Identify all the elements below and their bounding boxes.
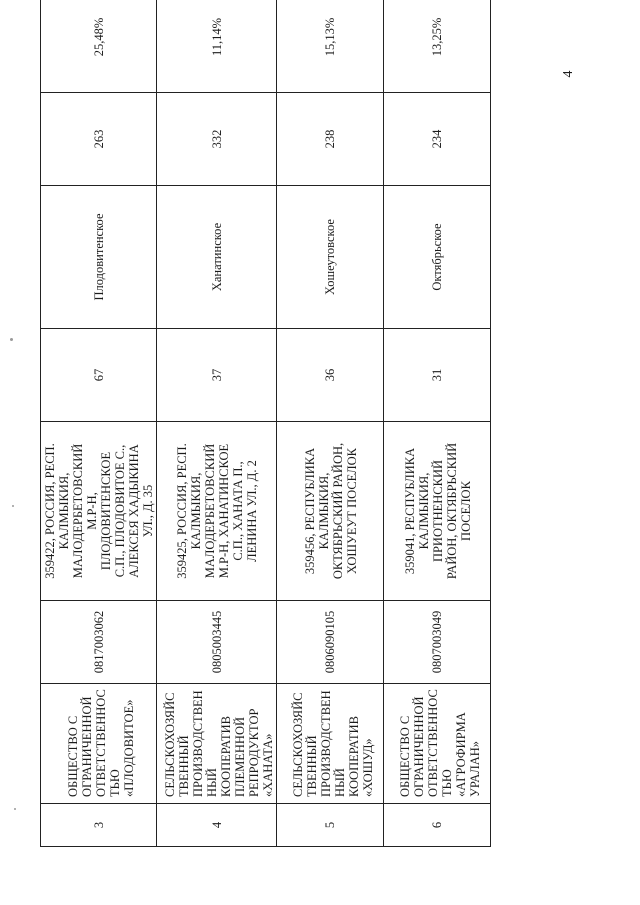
page-number: 4 xyxy=(561,70,576,78)
inn-cell: 0817003062 xyxy=(41,601,157,684)
municipality-cell: Октябрьское xyxy=(384,186,491,329)
organization-name: ОБЩЕСТВО С ОГРАНИЧЕННОЙ ОТВЕТСТВЕННОС ТЬЮ «АГРОФИРМА УРАЛАН» xyxy=(384,684,491,804)
scan-dot xyxy=(10,338,13,341)
table-row xyxy=(41,0,157,847)
scan-dot xyxy=(14,808,16,810)
percent-cell: 11,14% xyxy=(157,0,277,93)
address-cell: 359425, РОССИЯ, РЕСП. КАЛМЫКИЯ, МАЛОДЕРБЕТОВСКИЙ М.Р-Н, ХАНАТИНСКОЕ С.П., ХАНАТА П., ЛЕНИНА УЛ., Д. 2 xyxy=(157,422,277,601)
table-row xyxy=(384,0,491,847)
number-cell: 234 xyxy=(384,93,491,186)
municipality-cell: Плодовитенское xyxy=(41,186,157,329)
row-number: 5 xyxy=(277,804,384,847)
organization-name: ОБЩЕСТВО С ОГРАНИЧЕННОЙ ОТВЕТСТВЕННОС ТЬЮ «ПЛОДОВИТОЕ» xyxy=(41,684,157,804)
table-row xyxy=(277,0,384,847)
scan-dot xyxy=(12,505,14,507)
inn-cell: 0807003049 xyxy=(384,601,491,684)
inn-cell: 0806090105 xyxy=(277,601,384,684)
address-cell: 359456, РЕСПУБЛИКА КАЛМЫКИЯ, ОКТЯБРЬСКИЙ РАЙОН, ХОШУЕУТ ПОСЕЛОК xyxy=(277,422,384,601)
address-cell: 359041, РЕСПУБЛИКА КАЛМЫКИЯ, ПРИОТНЕНСКИЙ РАЙОН, ОКТЯБРЬСКИЙ ПОСЕЛОК xyxy=(384,422,491,601)
enterprise-table xyxy=(40,0,491,847)
number-cell: 238 xyxy=(277,93,384,186)
organization-name: СЕЛЬСКОХОЗЯЙС ТВЕННЫЙ ПРОИЗВОДСТВЕН НЫЙ КООПЕРАТИВ ПЛЕМЕННОЙ РЕПРОДУКТОР «ХАНАТА» xyxy=(157,684,277,804)
count-cell: 31 xyxy=(384,329,491,422)
percent-cell: 15,13% xyxy=(277,0,384,93)
count-cell: 67 xyxy=(41,329,157,422)
row-number: 4 xyxy=(157,804,277,847)
municipality-cell: Хошеутовское xyxy=(277,186,384,329)
address-cell: 359422, РОССИЯ, РЕСП. КАЛМЫКИЯ, МАЛОДЕРБЕТОВСКИЙ М.Р-Н, ПЛОДОВИТЕНСКОЕ С.П., ПЛОДОВИТОЕ С., АЛЕКСЕЯ ХАДЫКИНА УЛ., Д. 35 xyxy=(41,422,157,601)
number-cell: 263 xyxy=(41,93,157,186)
municipality-cell: Ханатинское xyxy=(157,186,277,329)
table-container xyxy=(40,17,482,847)
percent-cell: 25,48% xyxy=(41,0,157,93)
count-cell: 37 xyxy=(157,329,277,422)
row-number: 6 xyxy=(384,804,491,847)
organization-name: СЕЛЬСКОХОЗЯЙС ТВЕННЫЙ ПРОИЗВОДСТВЕН НЫЙ КООПЕРАТИВ «ХОШУД» xyxy=(277,684,384,804)
row-number: 3 xyxy=(41,804,157,847)
count-cell: 36 xyxy=(277,329,384,422)
inn-cell: 0805003445 xyxy=(157,601,277,684)
percent-cell: 13,25% xyxy=(384,0,491,93)
table-row xyxy=(157,0,277,847)
number-cell: 332 xyxy=(157,93,277,186)
